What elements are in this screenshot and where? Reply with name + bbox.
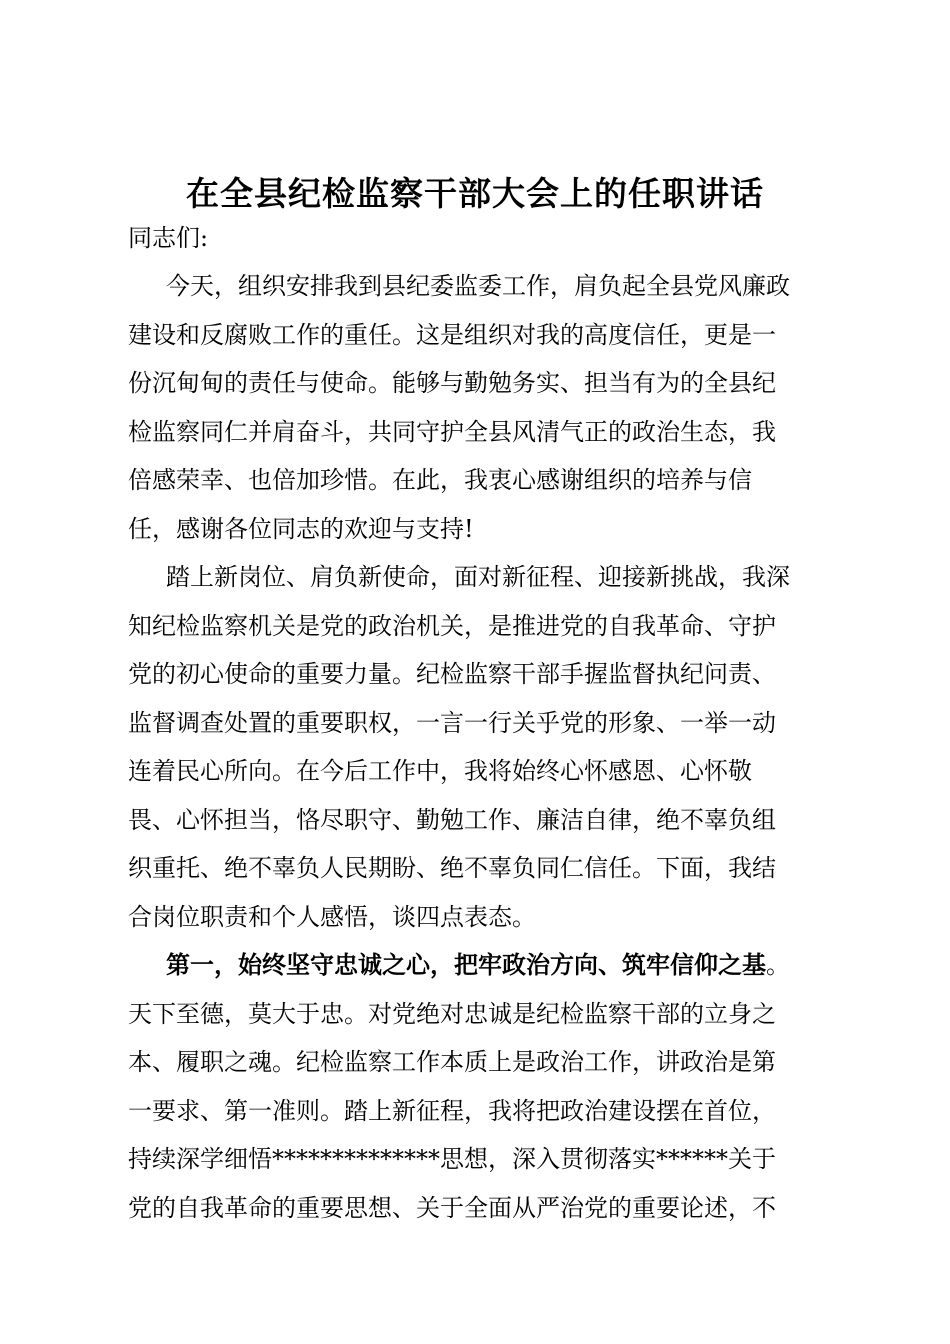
- paragraph-line: 建设和反腐败工作的重任。这是组织对我的高度信任，更是一: [128, 320, 776, 349]
- paragraph-line: 连着民心所向。在今后工作中，我将始终心怀感恩、心怀敬: [128, 757, 752, 785]
- paragraph-line: 知纪检监察机关是党的政治机关，是推进党的自我革命、守护: [128, 611, 776, 640]
- paragraph-3: [128, 941, 828, 1232]
- paragraph-line: 踏上新岗位、肩负新使命，面对新征程、迎接新挑战，我深: [166, 563, 790, 591]
- section-heading: 第一，始终坚守忠诚之心，把牢政治方向、筑牢信仰之基: [166, 950, 766, 979]
- paragraph-line: 畏、心怀担当，恪尽职守、勤勉工作、廉洁自律，绝不辜负组: [128, 805, 776, 834]
- paragraph-line: 天下至德，莫大于忠。对党绝对忠诚是纪检监察干部的立身之: [128, 999, 776, 1028]
- paragraph-line: 党的自我革命的重要思想、关于全面从严治党的重要论述，不: [128, 1193, 776, 1222]
- paragraph-line: 本、履职之魂。纪检监察工作本质上是政治工作，讲政治是第: [128, 1048, 776, 1076]
- section-heading-punctuation: 。: [766, 951, 790, 979]
- paragraph-line: 合岗位职责和个人感悟，谈四点表态。: [128, 902, 536, 931]
- document-title: 在全县纪检监察干部大会上的任职讲话: [186, 174, 764, 213]
- greeting: 同志们:: [128, 224, 209, 252]
- section-heading-line: [128, 941, 828, 990]
- document-body: [128, 262, 828, 1232]
- paragraph-line: 倍感荣幸、也倍加珍惜。在此，我衷心感谢组织的培养与信: [128, 466, 752, 494]
- paragraph-line: 织重托、绝不辜负人民期盼、绝不辜负同仁信任。下面，我结: [128, 854, 776, 882]
- paragraph-line: 一要求、第一准则。踏上新征程，我将把政治建设摆在首位，: [128, 1096, 776, 1125]
- paragraph-line: 检监察同仁并肩奋斗，共同守护全县风清气正的政治生态，我: [128, 417, 776, 446]
- paragraph-line: 党的初心使命的重要力量。纪检监察干部手握监督执纪问责、: [128, 660, 776, 688]
- paragraph-line: 持续深学细悟**************思想，深入贯彻落实******关于: [128, 1145, 776, 1173]
- paragraph-line: 监督调查处置的重要职权，一言一行关乎党的形象、一举一动: [128, 708, 776, 737]
- paragraph-line: 今天，组织安排我到县纪委监委工作，肩负起全县党风廉政: [166, 272, 790, 300]
- paragraph-line: 任，感谢各位同志的欢迎与支持!: [128, 514, 474, 543]
- paragraph-line: 份沉甸甸的责任与使命。能够与勤勉务实、担当有为的全县纪: [128, 369, 776, 397]
- paragraph-2: [128, 553, 828, 941]
- paragraph-1: [128, 262, 828, 553]
